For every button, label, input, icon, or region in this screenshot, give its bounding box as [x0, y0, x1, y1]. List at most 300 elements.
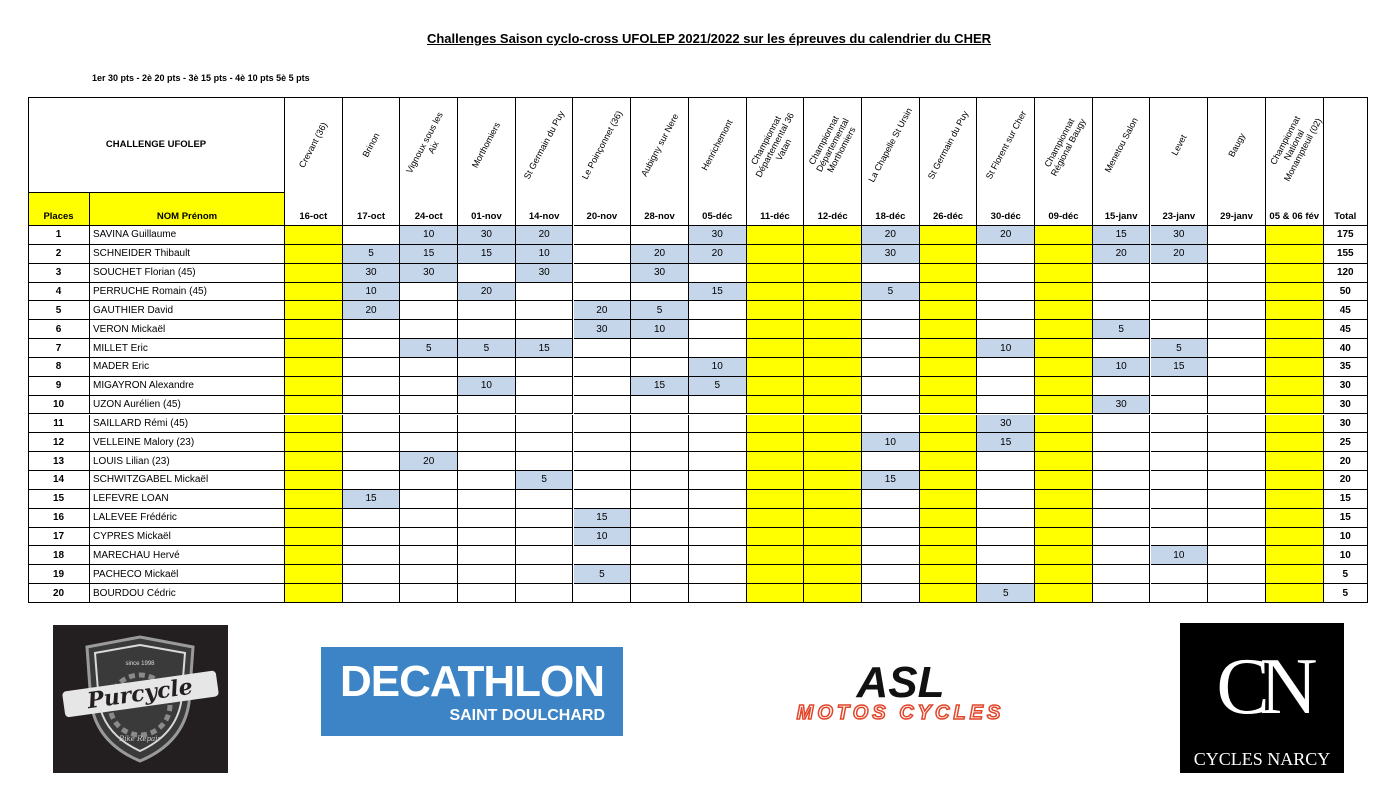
- row-name: MARECHAU Hervé: [90, 546, 285, 565]
- points-cell: 10: [631, 320, 689, 339]
- points-cell: 30: [977, 415, 1035, 434]
- points-cell: [574, 245, 632, 264]
- points-cell: [285, 415, 343, 434]
- row-name: VELLEINE Malory (23): [90, 433, 285, 452]
- points-cell: [1266, 528, 1324, 547]
- event-venue: Championnat National Monampteuil (02): [1268, 113, 1324, 183]
- points-cell: [574, 264, 632, 283]
- points-cell: [1151, 565, 1209, 584]
- points-cell: [1266, 509, 1324, 528]
- points-cell: [862, 546, 920, 565]
- points-cell: [1208, 471, 1266, 490]
- points-cell: [1151, 283, 1209, 302]
- cn-monogram: CN: [1216, 643, 1308, 731]
- points-cell: 15: [689, 283, 747, 302]
- row-name: PACHECO Mickaël: [90, 565, 285, 584]
- points-cell: 15: [977, 433, 1035, 452]
- row-total: 30: [1324, 396, 1368, 415]
- points-cell: [516, 283, 574, 302]
- row-place: 20: [28, 584, 90, 603]
- points-cell: [343, 509, 401, 528]
- event-venue: St Florent sur Cher: [983, 108, 1028, 181]
- event-venue: Vignoux sous les Aix: [403, 109, 445, 175]
- points-cell: [862, 452, 920, 471]
- points-cell: 20: [1151, 245, 1209, 264]
- row-total: 50: [1324, 283, 1368, 302]
- points-cell: [285, 546, 343, 565]
- points-cell: [400, 490, 458, 509]
- points-cell: [516, 490, 574, 509]
- points-cell: [285, 264, 343, 283]
- points-cell: [862, 584, 920, 603]
- row-name: SCHWITZGABEL Mickaël: [90, 471, 285, 490]
- points-cell: [1093, 584, 1151, 603]
- row-name: VERON Mickaël: [90, 320, 285, 339]
- points-cell: [1151, 509, 1209, 528]
- row-total: 155: [1324, 245, 1368, 264]
- points-cell: [862, 528, 920, 547]
- points-cell: [804, 452, 862, 471]
- points-cell: 10: [862, 433, 920, 452]
- points-cell: [689, 452, 747, 471]
- points-cell: [1093, 528, 1151, 547]
- points-cell: [285, 490, 343, 509]
- points-cell: [747, 528, 805, 547]
- points-cell: [1151, 415, 1209, 434]
- points-cell: [343, 565, 401, 584]
- points-cell: 5: [574, 565, 632, 584]
- points-cell: [1266, 396, 1324, 415]
- row-name: GAUTHIER David: [90, 301, 285, 320]
- points-cell: [285, 283, 343, 302]
- row-place: 2: [28, 245, 90, 264]
- event-date-2: 17-oct: [343, 192, 401, 226]
- event-date-12: 26-déc: [920, 192, 978, 226]
- points-cell: [1151, 528, 1209, 547]
- points-cell: 20: [516, 226, 574, 245]
- points-cell: 15: [862, 471, 920, 490]
- points-cell: 5: [458, 339, 516, 358]
- event-venue: Championnat Départemental 36 Vatan: [749, 110, 797, 179]
- points-cell: [804, 546, 862, 565]
- points-cell: [1093, 471, 1151, 490]
- points-cell: [920, 226, 978, 245]
- points-cell: [1208, 377, 1266, 396]
- points-cell: [689, 264, 747, 283]
- points-cell: [343, 358, 401, 377]
- row-place: 10: [28, 396, 90, 415]
- points-cell: [1266, 415, 1324, 434]
- points-cell: [862, 301, 920, 320]
- points-cell: 5: [1093, 320, 1151, 339]
- points-cell: [862, 377, 920, 396]
- row-name: SAILLARD Rémi (45): [90, 415, 285, 434]
- points-cell: 15: [458, 245, 516, 264]
- points-cell: [977, 264, 1035, 283]
- points-cell: [920, 528, 978, 547]
- event-header-2: [343, 97, 401, 192]
- points-cell: [804, 283, 862, 302]
- points-cell: [343, 528, 401, 547]
- points-cell: [516, 565, 574, 584]
- points-cell: [1208, 415, 1266, 434]
- points-cell: [862, 509, 920, 528]
- event-header-5: [516, 97, 574, 192]
- points-cell: 20: [862, 226, 920, 245]
- event-venue: Championnat Départemental Morthomiers: [806, 113, 858, 174]
- points-cell: [285, 377, 343, 396]
- points-cell: 15: [1093, 226, 1151, 245]
- points-cell: [920, 415, 978, 434]
- points-cell: [1035, 584, 1093, 603]
- asl-logo: [758, 660, 1043, 740]
- event-venue: Baugy: [1226, 130, 1247, 159]
- points-cell: [516, 509, 574, 528]
- points-cell: [1151, 377, 1209, 396]
- points-cell: [1035, 264, 1093, 283]
- name-header: NOM Prénom: [90, 192, 285, 226]
- points-cell: [1093, 452, 1151, 471]
- event-header-18: [1266, 97, 1324, 192]
- points-cell: [343, 226, 401, 245]
- event-venue: Crevant (36): [297, 120, 330, 169]
- points-cell: [1208, 245, 1266, 264]
- points-cell: [920, 358, 978, 377]
- points-cell: [1093, 433, 1151, 452]
- points-cell: [516, 301, 574, 320]
- row-place: 12: [28, 433, 90, 452]
- points-cell: [285, 509, 343, 528]
- points-cell: [400, 415, 458, 434]
- purcycle-logo: [53, 625, 228, 773]
- points-cell: [920, 320, 978, 339]
- points-cell: [1035, 565, 1093, 584]
- points-cell: [574, 433, 632, 452]
- points-cell: [689, 301, 747, 320]
- points-cell: 20: [1093, 245, 1151, 264]
- points-cell: [1035, 452, 1093, 471]
- points-cell: [689, 471, 747, 490]
- points-cell: [689, 490, 747, 509]
- points-cell: [400, 358, 458, 377]
- points-cell: [920, 283, 978, 302]
- row-place: 11: [28, 415, 90, 434]
- points-cell: [516, 320, 574, 339]
- points-cell: 15: [343, 490, 401, 509]
- points-cell: [1208, 509, 1266, 528]
- points-cell: [1151, 471, 1209, 490]
- points-cell: [862, 490, 920, 509]
- points-cell: 15: [574, 509, 632, 528]
- points-cell: [574, 415, 632, 434]
- points-cell: [574, 490, 632, 509]
- event-header-17: [1208, 97, 1266, 192]
- event-date-10: 12-déc: [804, 192, 862, 226]
- points-cell: [343, 433, 401, 452]
- points-cell: [862, 396, 920, 415]
- points-cell: 10: [1151, 546, 1209, 565]
- row-place: 4: [28, 283, 90, 302]
- event-header-15: [1093, 97, 1151, 192]
- points-cell: 30: [1151, 226, 1209, 245]
- points-cell: [862, 358, 920, 377]
- points-cell: [920, 245, 978, 264]
- points-cell: [343, 396, 401, 415]
- points-cell: [920, 396, 978, 415]
- points-cell: [920, 490, 978, 509]
- points-cell: [458, 509, 516, 528]
- points-cell: [747, 358, 805, 377]
- points-cell: [1093, 339, 1151, 358]
- standings-table: [28, 97, 1368, 603]
- points-cell: [574, 396, 632, 415]
- points-cell: [804, 377, 862, 396]
- points-cell: 10: [977, 339, 1035, 358]
- points-cell: [343, 584, 401, 603]
- row-name: PERRUCHE Romain (45): [90, 283, 285, 302]
- page-title: Challenges Saison cyclo-cross UFOLEP 2021/2022 sur les épreuves du calendrier du CHER: [426, 31, 992, 46]
- points-cell: [1035, 358, 1093, 377]
- row-name: SOUCHET Florian (45): [90, 264, 285, 283]
- event-date-9: 11-déc: [747, 192, 805, 226]
- points-cell: [458, 565, 516, 584]
- points-cell: [920, 433, 978, 452]
- points-cell: [458, 490, 516, 509]
- points-cell: 30: [631, 264, 689, 283]
- points-cell: [747, 301, 805, 320]
- points-cell: [400, 584, 458, 603]
- points-cell: [804, 415, 862, 434]
- points-cell: [1208, 283, 1266, 302]
- row-place: 9: [28, 377, 90, 396]
- points-cell: [804, 433, 862, 452]
- points-cell: 30: [574, 320, 632, 339]
- points-cell: [1035, 226, 1093, 245]
- points-cell: [574, 471, 632, 490]
- row-total: 15: [1324, 490, 1368, 509]
- points-cell: [1208, 584, 1266, 603]
- points-cell: [920, 471, 978, 490]
- row-place: 8: [28, 358, 90, 377]
- points-cell: [1093, 490, 1151, 509]
- points-cell: [516, 433, 574, 452]
- event-header-6: [574, 97, 632, 192]
- event-header-14: [1035, 97, 1093, 192]
- points-cell: [920, 565, 978, 584]
- row-total: 45: [1324, 320, 1368, 339]
- points-cell: [631, 283, 689, 302]
- points-cell: [1093, 283, 1151, 302]
- points-cell: [747, 584, 805, 603]
- row-place: 7: [28, 339, 90, 358]
- event-header-3: [400, 97, 458, 192]
- points-cell: [574, 584, 632, 603]
- row-total: 10: [1324, 528, 1368, 547]
- points-cell: 30: [862, 245, 920, 264]
- row-total: 175: [1324, 226, 1368, 245]
- points-cell: [977, 358, 1035, 377]
- points-cell: [977, 546, 1035, 565]
- points-cell: [977, 396, 1035, 415]
- asl-brand: ASL: [856, 658, 945, 707]
- points-cell: [343, 452, 401, 471]
- points-cell: [689, 546, 747, 565]
- points-cell: [516, 358, 574, 377]
- points-cell: [747, 264, 805, 283]
- points-cell: [285, 528, 343, 547]
- points-cell: [977, 452, 1035, 471]
- points-cell: [747, 471, 805, 490]
- points-cell: [1093, 565, 1151, 584]
- points-cell: [977, 471, 1035, 490]
- points-cell: [1035, 245, 1093, 264]
- row-name: LEFEVRE LOAN: [90, 490, 285, 509]
- points-cell: [1035, 528, 1093, 547]
- points-cell: [1266, 452, 1324, 471]
- points-cell: 30: [689, 226, 747, 245]
- points-cell: [689, 339, 747, 358]
- points-cell: 30: [400, 264, 458, 283]
- points-cell: [285, 339, 343, 358]
- points-cell: [400, 396, 458, 415]
- points-cell: [804, 264, 862, 283]
- purcycle-since: since 1998: [125, 661, 155, 667]
- points-cell: [1266, 433, 1324, 452]
- points-cell: [747, 490, 805, 509]
- points-cell: [1266, 565, 1324, 584]
- points-cell: [458, 301, 516, 320]
- event-date-8: 05-déc: [689, 192, 747, 226]
- cycles-narcy-logo: [1180, 623, 1344, 773]
- points-cell: [804, 245, 862, 264]
- points-cell: [1266, 245, 1324, 264]
- points-cell: [689, 320, 747, 339]
- points-cell: [458, 528, 516, 547]
- points-cell: [285, 433, 343, 452]
- points-cell: [1035, 377, 1093, 396]
- points-cell: [1093, 264, 1151, 283]
- points-cell: [1266, 301, 1324, 320]
- points-cell: [747, 546, 805, 565]
- points-cell: [1035, 339, 1093, 358]
- points-cell: 15: [1151, 358, 1209, 377]
- points-cell: [1208, 339, 1266, 358]
- points-cell: [631, 358, 689, 377]
- row-name: MADER Eric: [90, 358, 285, 377]
- points-cell: [1266, 226, 1324, 245]
- row-name: SAVINA Guillaume: [90, 226, 285, 245]
- row-total: 5: [1324, 584, 1368, 603]
- points-cell: [977, 301, 1035, 320]
- points-cell: [285, 452, 343, 471]
- points-cell: [631, 565, 689, 584]
- points-cell: 5: [689, 377, 747, 396]
- points-cell: [574, 452, 632, 471]
- row-total: 120: [1324, 264, 1368, 283]
- points-cell: [631, 339, 689, 358]
- points-cell: 20: [977, 226, 1035, 245]
- points-cell: [804, 358, 862, 377]
- points-cell: [1266, 339, 1324, 358]
- points-cell: [458, 452, 516, 471]
- points-cell: [400, 283, 458, 302]
- points-cell: [1035, 546, 1093, 565]
- points-cell: [516, 396, 574, 415]
- points-cell: [343, 546, 401, 565]
- points-cell: 20: [631, 245, 689, 264]
- event-date-11: 18-déc: [862, 192, 920, 226]
- purcycle-tagline: Bike Repair: [119, 735, 161, 743]
- event-date-15: 15-janv: [1093, 192, 1151, 226]
- points-cell: [458, 584, 516, 603]
- row-total: 20: [1324, 452, 1368, 471]
- points-cell: [343, 339, 401, 358]
- points-cell: [804, 226, 862, 245]
- points-cell: 10: [516, 245, 574, 264]
- points-cell: [343, 415, 401, 434]
- points-cell: [458, 471, 516, 490]
- points-cell: [1151, 301, 1209, 320]
- points-cell: [747, 396, 805, 415]
- points-cell: [631, 433, 689, 452]
- points-cell: [1035, 301, 1093, 320]
- points-cell: [862, 565, 920, 584]
- points-cell: 20: [574, 301, 632, 320]
- points-cell: [747, 415, 805, 434]
- event-venue: La Chapelle St Ursin: [866, 105, 915, 184]
- points-cell: [747, 565, 805, 584]
- points-cell: 10: [458, 377, 516, 396]
- points-cell: [747, 320, 805, 339]
- points-cell: [804, 339, 862, 358]
- points-cell: [920, 584, 978, 603]
- points-cell: [631, 452, 689, 471]
- event-header-8: [689, 97, 747, 192]
- event-header-13: [977, 97, 1035, 192]
- points-cell: 20: [400, 452, 458, 471]
- points-cell: [1035, 283, 1093, 302]
- event-venue: Henrichemont: [699, 117, 735, 172]
- points-cell: [1208, 433, 1266, 452]
- row-place: 15: [28, 490, 90, 509]
- points-cell: [977, 565, 1035, 584]
- event-header-4: [458, 97, 516, 192]
- row-total: 15: [1324, 509, 1368, 528]
- points-cell: [1208, 320, 1266, 339]
- points-cell: [516, 546, 574, 565]
- row-place: 3: [28, 264, 90, 283]
- points-cell: [1035, 415, 1093, 434]
- points-cell: [1266, 490, 1324, 509]
- event-venue: Morthomiers: [470, 120, 503, 169]
- points-cell: [920, 264, 978, 283]
- points-cell: [1151, 320, 1209, 339]
- points-cell: [1266, 377, 1324, 396]
- cn-name: CYCLES NARCY: [1193, 749, 1331, 769]
- points-cell: [804, 396, 862, 415]
- points-cell: [1266, 283, 1324, 302]
- points-cell: [804, 301, 862, 320]
- points-cell: [977, 283, 1035, 302]
- points-cell: [516, 415, 574, 434]
- row-place: 1: [28, 226, 90, 245]
- row-name: UZON Aurélien (45): [90, 396, 285, 415]
- points-cell: [458, 320, 516, 339]
- event-header-16: [1151, 97, 1209, 192]
- points-cell: [343, 377, 401, 396]
- points-cell: [689, 509, 747, 528]
- points-cell: [1151, 490, 1209, 509]
